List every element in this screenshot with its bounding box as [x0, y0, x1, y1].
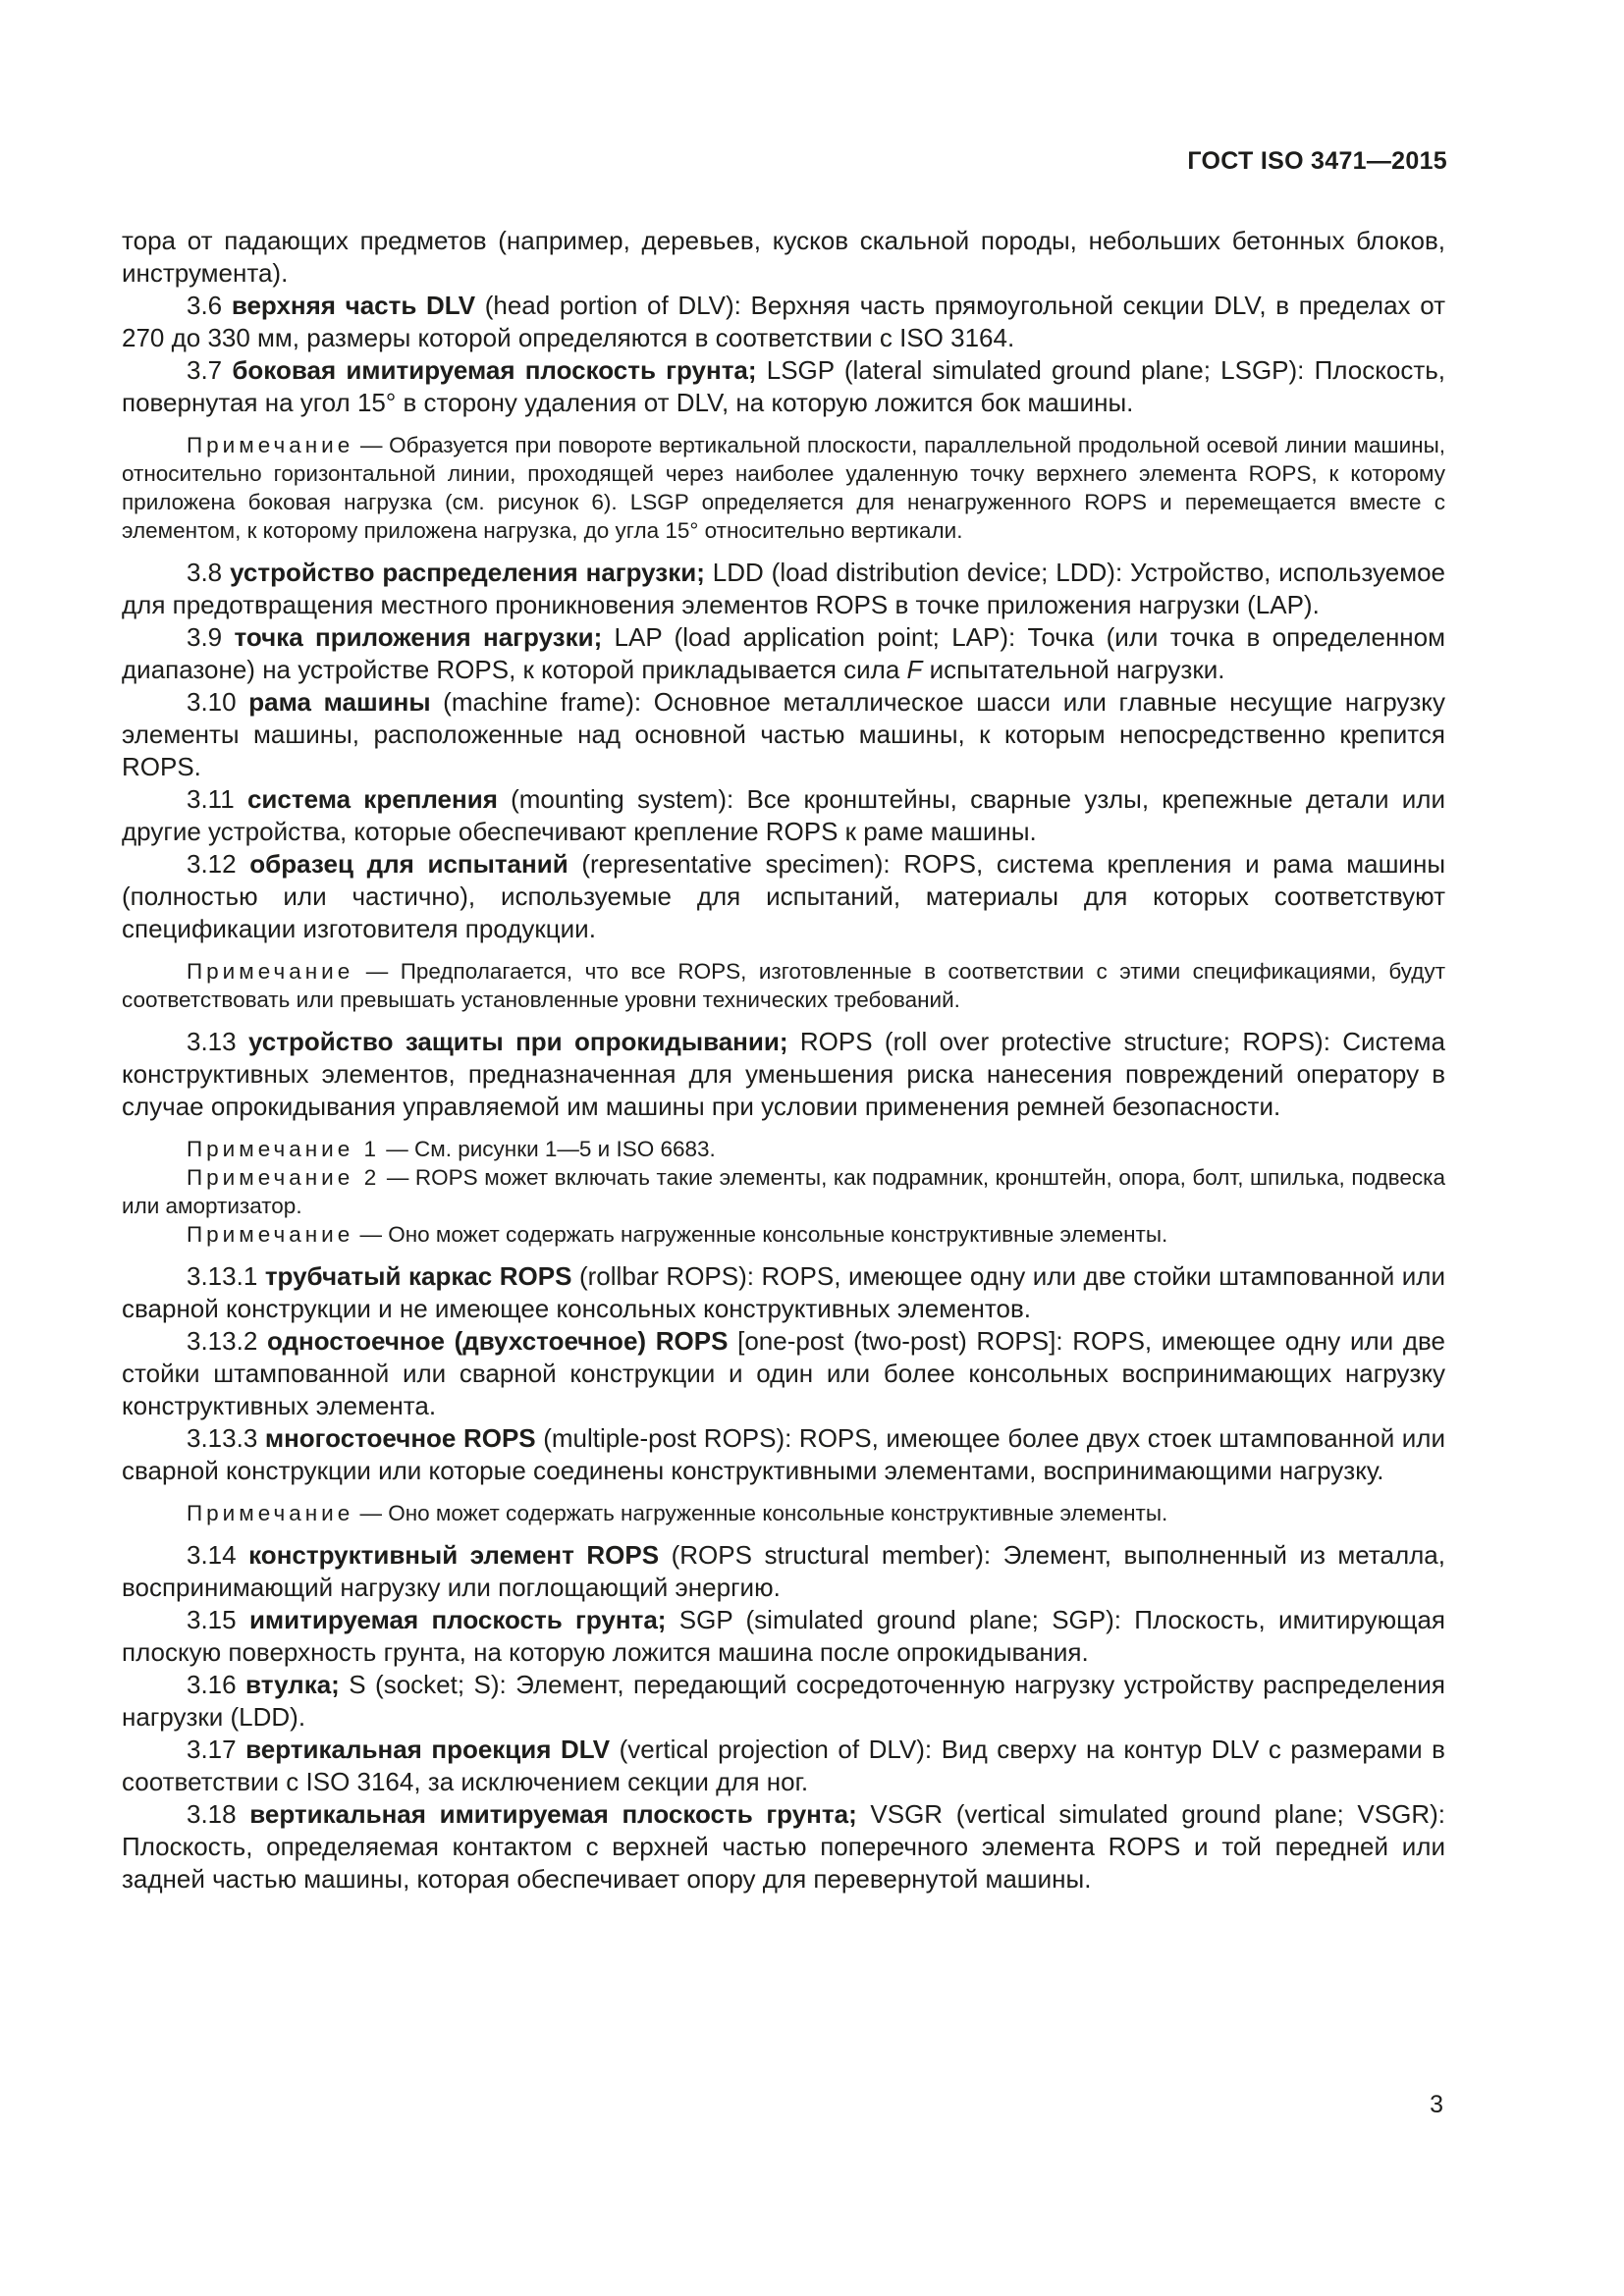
- paragraph-continuation: тора от падающих предметов (например, деревьев, кусков скальной породы, небольших бетонных блоков, инструмента).: [122, 226, 1445, 288]
- definition-3-10: 3.10 рама машины (machine frame): Основное металлическое шасси или главные несущие нагрузку элементы машины, расположенные над основной частью машины, к которым непосредственно крепится ROPS.: [122, 687, 1445, 781]
- definition-3-12: 3.12 образец для испытаний (representative specimen): ROPS, система крепления и рама машины (полностью или частично), используемые для испытаний, материалы для которых соответствуют спецификации изготовителя продукции.: [122, 849, 1446, 943]
- term: одностоечное (двухстоечное) ROPS: [266, 1326, 729, 1356]
- definition-3-9: 3.9 точка приложения нагрузки; LAP (load application point; LAP): Точка (или точка в определенном диапазоне) на устройстве ROPS, к которой прикладывается сила F испытательной нагрузки.: [122, 622, 1446, 684]
- note-label: Примечание: [187, 1501, 354, 1525]
- term: устройство распределения нагрузки;: [230, 558, 705, 587]
- term: вертикальная имитируемая плоскость грунта;: [249, 1799, 857, 1829]
- definition-3-18: 3.18 вертикальная имитируемая плоскость грунта; VSGR (vertical simulated ground plane; VSGR): Плоскость, определяемая контактом с верхней частью поперечного элемента ROPS и той передней или задней частью машины, которая обеспечивает опору для перевернутой машины.: [122, 1799, 1445, 1894]
- note-label: Примечание 2: [187, 1165, 381, 1190]
- page-number: 3: [1430, 2091, 1443, 2118]
- term: верхняя часть DLV: [231, 291, 476, 320]
- definition-3-11: 3.11 система крепления (mounting system): Все кронштейны, сварные узлы, крепежные детали или другие устройства, которые обеспечивают крепление ROPS к раме машины.: [122, 784, 1445, 846]
- term: система крепления: [246, 784, 498, 814]
- note-group: [122, 1135, 1445, 1249]
- term: боковая имитируемая плоскость грунта;: [232, 355, 757, 385]
- definition-3-6: 3.6 верхняя часть DLV (head portion of DLV): Верхняя часть прямоугольной секции DLV, в пределах от 270 до 330 мм, размеры которой определяются в соответствии с ISO 3164.: [122, 291, 1445, 352]
- note-label: Примечание: [187, 959, 354, 984]
- definition-3-13-2: 3.13.2 одностоечное (двухстоечное) ROPS [one-post (two-post) ROPS]: ROPS, имеющее одну или две стойки штампованной или сварной конструкции и один или более консольных воспринимающих нагрузку конструктивных элемента.: [122, 1326, 1445, 1420]
- note: Примечание — Образуется при повороте вертикальной плоскости, параллельной продольной осевой линии машины, относительно горизонтальной линии, проходящей через наиболее удаленную точку верхнего элемента ROPS, к которому приложена боковая нагрузка (см. рисунок 6). LSGP определяется для ненагруженного ROPS и перемещается вместе с элементом, к которому приложена нагрузка, до угла 15° относительно вертикали.: [122, 433, 1445, 543]
- note-group: [122, 1499, 1445, 1527]
- note-group: [122, 957, 1445, 1014]
- term: устройство защиты при опрокидывании;: [247, 1027, 788, 1056]
- term: образец для испытаний: [249, 849, 568, 879]
- document-body: [122, 225, 1445, 1896]
- document-code: ГОСТ ISO 3471—2015: [1187, 147, 1447, 175]
- definition-3-17: 3.17 вертикальная проекция DLV (vertical projection of DLV): Вид сверху на контур DLV с размерами в соответствии с ISO 3164, за исключением секции для ног.: [122, 1735, 1445, 1796]
- note-label: Примечание: [187, 433, 354, 457]
- note-label: Примечание 1: [187, 1137, 380, 1161]
- definition-3-16: 3.16 втулка; S (socket; S): Элемент, передающий сосредоточенную нагрузку устройству распределения нагрузки (LDD).: [122, 1670, 1445, 1732]
- note: Примечание — Оно может содержать нагруженные консольные конструктивные элементы.: [187, 1222, 1168, 1247]
- note: Примечание 1 — См. рисунки 1—5 и ISO 6683.: [187, 1137, 716, 1161]
- term: многостоечное ROPS: [264, 1423, 536, 1453]
- note: Примечание — Оно может содержать нагруженные консольные конструктивные элементы.: [187, 1501, 1168, 1525]
- note: Примечание 2 — ROPS может включать такие элементы, как подрамник, кронштейн, опора, болт, шпилька, подвеска или амортизатор.: [122, 1165, 1445, 1218]
- note: Примечание — Предполагается, что все ROPS, изготовленные в соответствии с этими спецификациями, будут соответствовать или превышать установленные уровни технических требований.: [122, 959, 1445, 1012]
- force-symbol: F: [906, 655, 923, 684]
- definition-3-8: 3.8 устройство распределения нагрузки; LDD (load distribution device; LDD): Устройство, используемое для предотвращения местного проникновения элементов ROPS в точке приложения нагрузки (LAP).: [122, 558, 1445, 619]
- definition-3-14: 3.14 конструктивный элемент ROPS (ROPS structural member): Элемент, выполненный из металла, воспринимающий нагрузку или поглощающий энергию.: [122, 1540, 1445, 1602]
- definition-3-7: 3.7 боковая имитируемая плоскость грунта; LSGP (lateral simulated ground plane; LSGP): Плоскость, повернутая на угол 15° в сторону удаления от DLV, на которую ложится бок машины.: [122, 355, 1446, 417]
- term: имитируемая плоскость грунта;: [248, 1605, 667, 1634]
- definition-3-15: 3.15 имитируемая плоскость грунта; SGP (simulated ground plane; SGP): Плоскость, имитирующая плоскую поверхность грунта, на которую ложится машина после опрокидывания.: [122, 1605, 1445, 1667]
- definition-3-13: 3.13 устройство защиты при опрокидывании; ROPS (roll over protective structure; ROPS): Система конструктивных элементов, предназначенная для уменьшения риска нанесения повреждений оператору в случае опрокидывания управляемой им машины при условии применения ремней безопасности.: [122, 1027, 1445, 1121]
- term: рама машины: [248, 687, 431, 717]
- definition-3-13-1: 3.13.1 трубчатый каркас ROPS (rollbar ROPS): ROPS, имеющее одну или две стойки штампованной или сварной конструкции и не имеющее консольных конструктивных элементов.: [122, 1261, 1445, 1323]
- term: втулка;: [245, 1670, 340, 1699]
- term: трубчатый каркас ROPS: [264, 1261, 572, 1291]
- term: точка приложения нагрузки;: [234, 622, 603, 652]
- term: конструктивный элемент ROPS: [248, 1540, 660, 1570]
- note-label: Примечание: [187, 1222, 354, 1247]
- term: вертикальная проекция DLV: [245, 1735, 611, 1764]
- note-group: [122, 431, 1445, 545]
- definition-3-13-3: 3.13.3 многостоечное ROPS (multiple-post ROPS): ROPS, имеющее более двух стоек штампованной или сварной конструкции или которые соединены конструктивными элементами, воспринимающими нагрузку.: [122, 1423, 1446, 1485]
